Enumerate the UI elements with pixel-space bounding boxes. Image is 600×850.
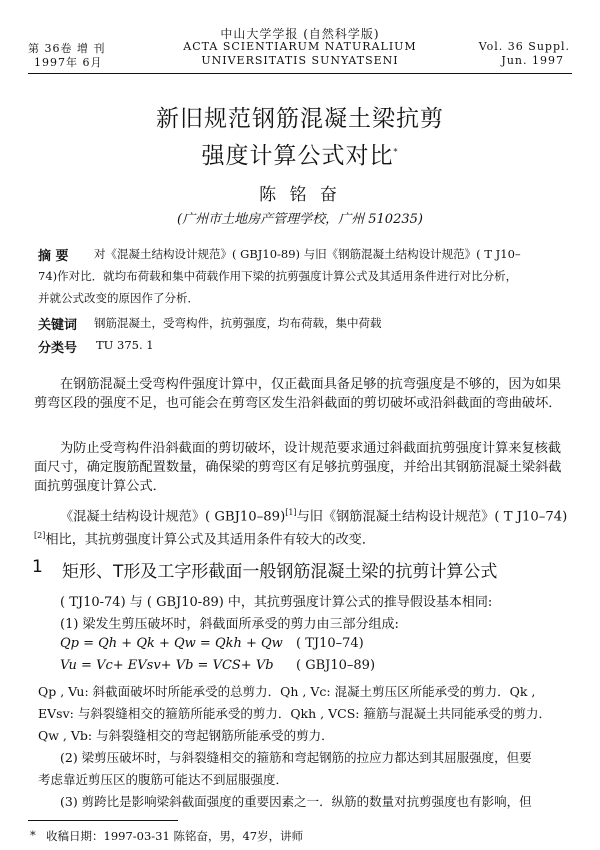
assumption-1: (1) 梁发生剪压破坏时，斜截面所承受的剪力由三部分组成: bbox=[60, 617, 399, 632]
footnote-rule bbox=[28, 820, 178, 821]
header-date: 1997年 6月 bbox=[34, 56, 103, 69]
abstract-line-2: 74)作对比．就均布荷载和集中荷载作用下梁的抗剪强度计算公式及其适用条件进行对比分析， bbox=[38, 269, 518, 283]
definition-line-3: Qw , Vb: 与斜裂缝相交的弯起钢筋所能承受的剪力． bbox=[38, 728, 334, 743]
abstract-label: 摘 要 bbox=[38, 249, 69, 264]
journal-title-latin-2: UNIVERSITATIS SUNYATSENI bbox=[201, 54, 399, 67]
paragraph-1: 在钢筋混凝土受弯构件强度计算中，仅正截面具备足够的抗弯强度是不够的，因为如果剪弯区段的强度不足，也可能会在剪弯区发生沿斜截面的剪切破坏或沿斜截面的弯曲破坏． bbox=[34, 377, 562, 411]
equation-tj10-74: Qp = Qh + Qk + Qw = Qkh + Qw bbox=[60, 636, 283, 651]
equation-2-source: ( GBJ10–89) bbox=[296, 658, 376, 673]
equation-gbj10-89: Vu = Vc+ EVsv+ Vb = VCS+ Vb bbox=[60, 658, 274, 673]
paragraph-3: 《混凝土结构设计规范》( GBJ10–89)[1]与旧《钢筋混凝土结构设计规范》( T J10–74)[2]相比，其抗剪强度计算公式及其适用条件有较大的改变． bbox=[34, 508, 568, 548]
section-intro: ( TJ10-74) 与 ( GBJ10-89) 中，其抗剪强度计算公式的推导假设基本相同: bbox=[60, 595, 493, 610]
classification-label: 分类号 bbox=[38, 341, 78, 356]
header-volume: 第 36卷 增 刊 bbox=[28, 42, 106, 55]
definition-line-1: Qp , Vu: 斜截面破坏时所能承受的总剪力．Qh , Vc: 混凝土剪压区所能承受的剪力．Qk , bbox=[38, 684, 536, 699]
citation-2: [2] bbox=[34, 531, 46, 541]
title-note-mark: * bbox=[393, 147, 399, 157]
section-heading: 矩形、T形及工字形截面一般钢筋混凝土梁的抗剪计算公式 bbox=[62, 562, 498, 582]
abstract-line-3: 并就公式改变的原因作了分析． bbox=[38, 291, 199, 305]
definition-line-2: EVsv: 与斜裂缝相交的箍筋所能承受的剪力．Qkh , VCS: 箍筋与混凝土共同能承受的剪力． bbox=[38, 706, 551, 721]
keywords-label: 关键词 bbox=[38, 318, 78, 333]
section-number: 1 bbox=[32, 557, 43, 577]
title-line-1: 新旧规范钢筋混凝土梁抗剪 bbox=[156, 106, 444, 132]
abstract-line-1: 对《混凝土结构设计规范》( GBJ10-89) 与旧《钢筋混凝土结构设计规范》( T J10– bbox=[94, 247, 521, 261]
footnote-text: 收稿日期：1997-03-31 陈铭奋，男，47岁，讲师 bbox=[46, 829, 304, 843]
author-name: 陈 铭 奋 bbox=[259, 185, 341, 205]
assumption-3: (3) 剪跨比是影响梁斜截面强度的重要因素之一．纵筋的数量对抗剪强度也有影响，但 bbox=[60, 794, 532, 809]
header-rule bbox=[28, 73, 572, 74]
journal-title-cn: 中山大学学报 (自然科学版) bbox=[220, 27, 380, 41]
citation-1: [1] bbox=[285, 508, 297, 517]
classification-code: TU 375. 1 bbox=[96, 338, 154, 352]
paragraph-2: 为防止受弯构件沿斜截面的剪切破坏，设计规范要求通过斜截面抗剪强度计算来复核截面尺寸，确定腹筋配置数量，确保梁的剪弯区有足够抗剪强度，并给出其钢筋混凝土梁斜截面抗剪强度计算公式． bbox=[34, 441, 562, 494]
author-affiliation: (广州市土地房产管理学校，广州 510235) bbox=[177, 212, 423, 227]
keywords-text: 钢筋混凝土，受弯构件，抗剪强度，均布荷载，集中荷载 bbox=[94, 316, 382, 330]
journal-title-latin-1: ACTA SCIENTIARUM NATURALIUM bbox=[183, 40, 417, 53]
assumption-2-line-2: 考虑靠近剪压区的腹筋可能达不到屈服强度． bbox=[38, 772, 289, 787]
equation-1-source: ( TJ10–74) bbox=[296, 636, 364, 651]
title-line-2: 强度计算公式对比* bbox=[201, 143, 399, 169]
header-vol-en: Vol. 36 Suppl. bbox=[478, 40, 570, 53]
assumption-2-line-1: (2) 梁剪压破坏时，与斜裂缝相交的箍筋和弯起钢筋的拉应力都达到其屈服强度，但要 bbox=[60, 750, 532, 765]
footnote-mark: * bbox=[30, 828, 36, 842]
header-date-en: Jun. 1997 bbox=[501, 54, 564, 67]
